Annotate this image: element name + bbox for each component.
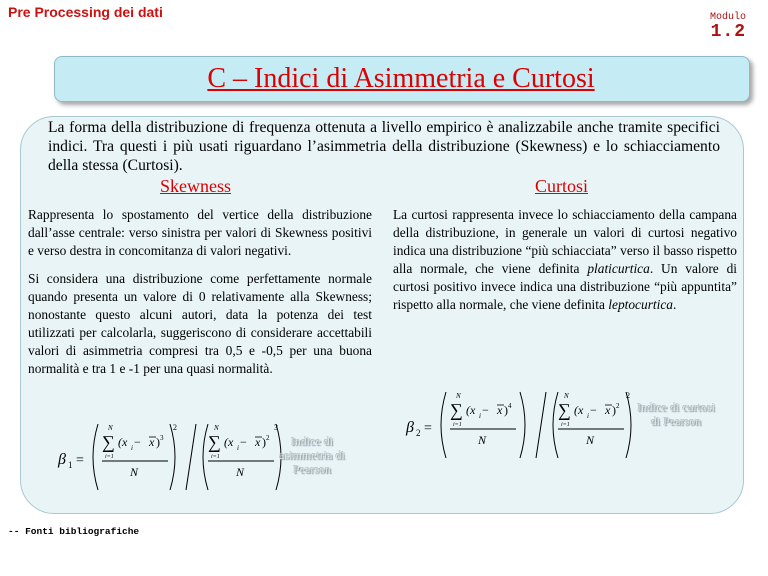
skewness-formula [56,418,282,500]
skewness-index-label: Indice di asimmetria di Pearson [279,434,345,476]
right-paren-2 [626,392,631,458]
term-close: ) [156,435,160,449]
sigma-symbol-2: ∑ [208,432,221,452]
outer-exponent-2: 2 [626,391,630,400]
sigma-symbol: ∑ [102,432,115,452]
curtosi-text-1: La curtosi rappresenta invece lo schiacciamento della campana della distribuzione, in generale un valori di curtosi negativo indica una distribuzione “più schiacciata” verso il basso rispetto alla normale, che viene definita [393,207,737,276]
bibliography-link[interactable]: -- Fonti bibliografiche [8,526,140,537]
num-exponent: 3 [160,434,164,442]
denominator-2: N [236,465,245,479]
term-minus-2: − [590,403,597,417]
term-open-2: (x [224,435,234,449]
skewness-paragraph-2: Si considera una distribuzione come perfettamente normale quando presenta un valore di 0 relativamente alla Skewness; nonostante questo alcuni autori, data la potenza dei test utilizzati per calcolarla, suggeriscono di considerare accettabili valori di asimmetria compresi tra 0,5 e -0,5 per una buona normalità e tra 1 e -1 per una quasi normalità. [28,271,372,376]
skewness-column [28,206,372,378]
term-open-2: (x [574,403,584,417]
term-open: (x [118,435,128,449]
presentation-title: Pre Processing dei dati [8,4,163,20]
denominator: N [478,433,487,447]
denominator: N [130,465,139,479]
sum-upper-2: N [214,424,219,432]
curtosi-paragraph [393,206,737,314]
term-index-2: i [237,444,239,452]
x-bar: x [497,403,503,417]
intro-paragraph: La forma della distribuzione di frequenza ottenuta a livello empirico è analizzabile anche tramite specifici indici. Tra questi i più usati riguardano l’asimmetria della distribuzione (Skewness) e lo schiacciamento della stessa (Curtosi). [48,119,720,174]
term-index: i [131,444,133,452]
leptocurtica-term: leptocurtica [608,297,673,312]
beta-subscript: 2 [416,428,421,438]
sigma-symbol: ∑ [450,400,463,420]
right-paren [520,392,525,458]
right-paren [170,424,175,490]
divide-slash [186,424,196,490]
x-bar-2: x [605,403,611,417]
den-exponent: 2 [616,402,620,410]
equals-sign: = [424,421,432,436]
term-index-2: i [587,412,589,420]
sum-lower-2: i=1 [561,422,570,428]
platicurtica-term: platicurtica [587,261,650,276]
skewness-paragraph-1: Rappresenta lo spostamento del vertice della distribuzione dall’asse centrale: verso sinistra per valori di Skewness positivi e verso destra in concomitanza di valori negativi. [28,207,372,258]
curtosi-text-2: . Un valore di curtosi positivo invece indica una distribuzione “più appuntita” rispetto alla normale, che viene definita [393,261,737,312]
beta-symbol: β [406,419,414,436]
curtosi-heading: Curtosi [535,176,589,196]
beta-subscript: 1 [68,460,73,470]
term-open: (x [466,403,476,417]
x-bar: x [149,435,155,449]
denominator-2: N [586,433,595,447]
equals-sign: = [76,453,84,468]
term-index: i [479,412,481,420]
beta-symbol: β [58,451,66,468]
outer-exponent: 2 [173,423,177,432]
left-paren [93,424,98,490]
curtosi-column [393,206,737,314]
x-bar-2: x [255,435,261,449]
left-paren [441,392,446,458]
den-exponent: 2 [266,434,270,442]
curtosi-text-3: . [673,297,677,312]
kurtosis-index-label: Indice di curtosi di Pearson [637,400,715,428]
sum-upper-2: N [564,392,569,400]
module-number: 1.2 [710,22,746,42]
divide-slash [536,392,546,458]
sum-lower-2: i=1 [211,454,220,460]
sigma-symbol-2: ∑ [558,400,571,420]
term-close-2: ) [262,435,266,449]
kurtosis-formula [404,386,640,468]
slide-title: C – Indici di Asimmetria e Curtosi [207,63,595,94]
term-minus: − [134,435,141,449]
module-label: Modulo [709,12,746,23]
term-close-2: ) [612,403,616,417]
sum-upper: N [456,392,461,400]
term-close: ) [504,403,508,417]
term-minus-2: − [240,435,247,449]
sum-lower: i=1 [105,454,114,460]
sum-upper: N [108,424,113,432]
skewness-heading: Skewness [160,176,231,196]
term-minus: − [482,403,489,417]
sum-lower: i=1 [453,422,462,428]
outer-exponent-2: 3 [274,423,278,432]
num-exponent: 4 [508,402,512,410]
